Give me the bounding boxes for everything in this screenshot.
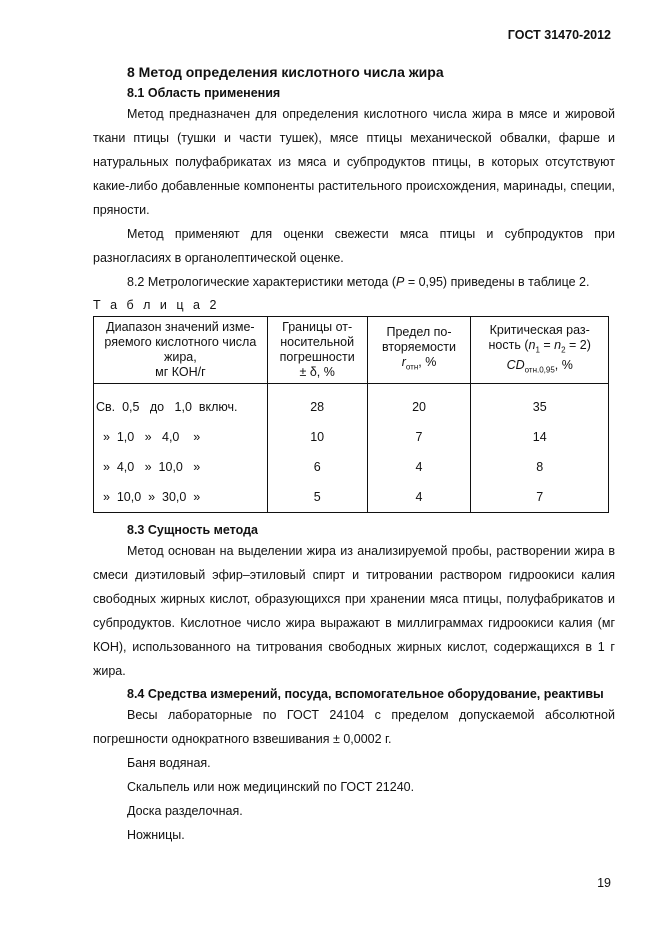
equipment-item: Доска разделочная.	[127, 804, 243, 818]
equipment-item: Баня водяная.	[127, 756, 211, 770]
cell-repeatability: 20	[367, 384, 471, 423]
equipment-item: Ножницы.	[127, 828, 185, 842]
cell-repeatability: 7	[367, 422, 471, 452]
section-8-1-paragraph-2: Метод применяют для оценки свежести мяса птицы и субпродуктов при разногласиях в органолептической оценке.	[93, 227, 615, 265]
section-8-1-paragraph-1: Метод предназначен для определения кислотного числа жира в мясе и жировой ткани птицы (тушки и части тушек), мясе птицы механической обвалки, фарше и натуральных полуфабрикатах из мяса и субпродуктов птицы, в которых отсутствуют какие-либо добавленные компоненты растительного происхождения, маринады, специи, пряности.	[93, 107, 615, 217]
cell-error: 6	[267, 452, 367, 482]
cell-repeatability: 4	[367, 452, 471, 482]
table-caption: Т а б л и ц а 2	[93, 298, 220, 312]
header-repeatability: Предел по- вторяемости $r_{отн}$, %	[367, 317, 471, 384]
header-critical-difference: Критическая раз- ность $(n_1 = n_2 = 2)$ $CD_{отн.0,95}$, %	[471, 317, 609, 384]
table-header-row	[94, 317, 609, 384]
section-8-3-paragraph: Метод основан на выделении жира из анализируемой пробы, растворении жира в смеси диэтиловый эфир–этиловый спирт и титровании раствором гидроокиси калия свободных жирных кислот, образующихся при хранении мяса птицы, полуфабрикатов и субпродуктов. Кислотное число жира выражают в миллиграммах гидроокиси калия (мг КОН), использованного на титрования свободных жирных кислот, содержащихся в 1 г жира.	[93, 544, 615, 678]
section-8-3-title: 8.3 Сущность метода	[127, 523, 258, 537]
cell-range: » 4,0 » 10,0 »	[94, 452, 268, 482]
cell-critical-difference: 14	[471, 422, 609, 452]
table-row	[94, 422, 609, 452]
table-row	[94, 384, 609, 423]
cell-error: 10	[267, 422, 367, 452]
page-content	[93, 58, 615, 847]
header-range: Диапазон значений изме- ряемого кислотного числа жира, мг КОН/г	[94, 317, 268, 384]
cell-critical-difference: 35	[471, 384, 609, 423]
cell-critical-difference: 7	[471, 482, 609, 513]
cell-range: Св. 0,5 до 1,0 включ.	[94, 384, 268, 423]
section-8-1-title: 8.1 Область применения	[127, 86, 281, 100]
table-row	[94, 452, 609, 482]
cell-error: 5	[267, 482, 367, 513]
section-8-2-text: 8.2 Метрологические характеристики метода (P = 0,95) приведены в таблице 2.	[127, 275, 590, 289]
table-row	[94, 482, 609, 513]
page-number: 19	[597, 876, 611, 890]
section-8-4-title: 8.4 Средства измерений, посуда, вспомогательное оборудование, реактивы	[127, 687, 604, 701]
cell-range: » 10,0 » 30,0 »	[94, 482, 268, 513]
document-code: ГОСТ 31470-2012	[507, 28, 611, 42]
section-8-title: 8 Метод определения кислотного числа жира	[127, 64, 444, 80]
cell-repeatability: 4	[367, 482, 471, 513]
equipment-item: Скальпель или нож медицинский по ГОСТ 21240.	[127, 780, 415, 794]
cell-range: » 1,0 » 4,0 »	[94, 422, 268, 452]
equipment-item: Весы лабораторные по ГОСТ 24104 с пределом допускаемой абсолютной погрешности однократного взвешивания ± 0,0002 г.	[93, 708, 615, 746]
header-error: Границы от- носительной погрешности ± δ, %	[267, 317, 367, 384]
cell-error: 28	[267, 384, 367, 423]
cell-critical-difference: 8	[471, 452, 609, 482]
metrology-table	[93, 316, 609, 513]
